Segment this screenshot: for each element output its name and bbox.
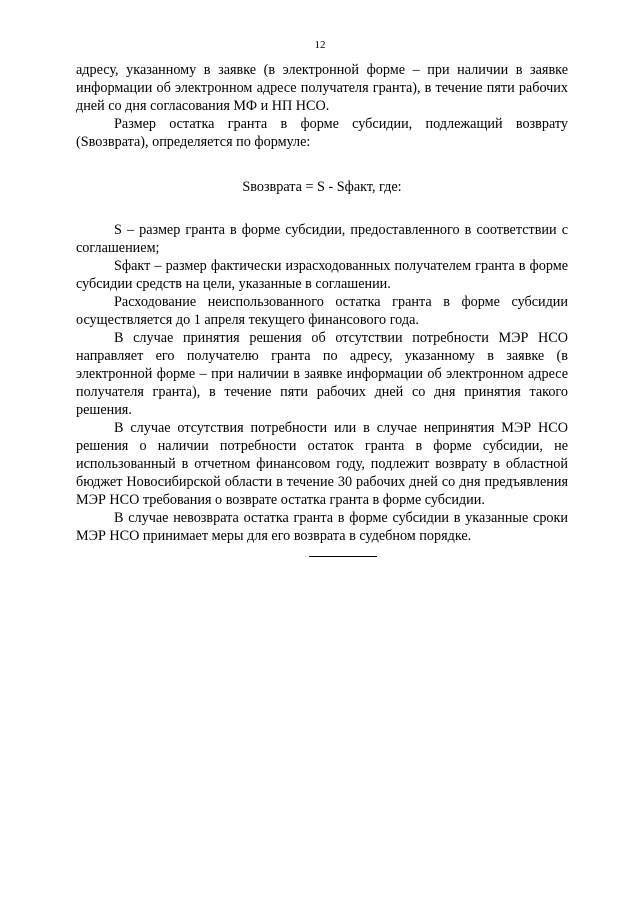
document-body: [76, 61, 568, 545]
paragraph-return-amount: Размер остатка гранта в форме субсидии, подлежащий возврату (Sвозврата), определяется по формуле:: [76, 116, 568, 150]
paragraph-continuation: адресу, указанному в заявке (в электронной форме – при наличии в заявке информации об электронном адресе получателя гранта), в течение пяти рабочих дней со дня согласования МФ и НП НСО.: [76, 62, 568, 114]
paragraph-sfact-definition: Sфакт – размер фактически израсходованных получателем гранта в форме субсидии средств на цели, указанные в соглашении.: [76, 258, 568, 292]
end-of-document-rule: [309, 556, 377, 557]
paragraph-return-to-budget: В случае отсутствия потребности или в случае непринятия МЭР НСО решения о наличии потребности остаток гранта в форме субсидии, не использованный в отчетном финансовом году, подлежит возврату в областной бюджет Новосибирской области в течение 30 рабочих дней со дня предъявления МЭР НСО требования о возврате остатка гранта в форме субсидии.: [76, 420, 568, 508]
page-number: 12: [314, 39, 326, 51]
paragraph-no-need-decision: В случае принятия решения об отсутствии потребности МЭР НСО направляет его получателю гранта по адресу, указанному в заявке (в электронной форме – при наличии в заявке информации об электронном адресе получателя гранта), в течение пяти рабочих дней со дня принятия такого решения.: [76, 330, 568, 418]
paragraph-court-recovery: В случае невозврата остатка гранта в форме субсидии в указанные сроки МЭР НСО принимает меры для его возврата в судебном порядке.: [76, 510, 568, 544]
formula: Sвозврата = S - Sфакт, где:: [242, 179, 402, 195]
paragraph-spending-deadline: Расходование неиспользованного остатка гранта в форме субсидии осуществляется до 1 апреля текущего финансового года.: [76, 294, 568, 328]
paragraph-s-definition: S – размер гранта в форме субсидии, предоставленного в соответствии с соглашением;: [76, 222, 568, 256]
